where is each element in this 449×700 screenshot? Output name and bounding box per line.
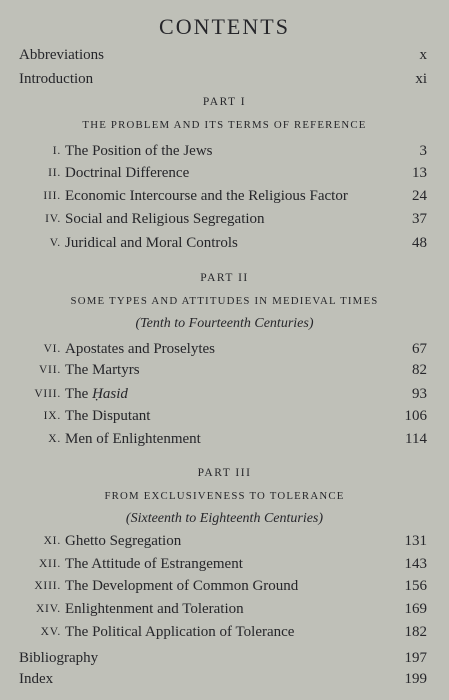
chapter-page: 48	[412, 235, 427, 251]
toc-entry-chapter-7[interactable]	[0, 360, 449, 380]
chapter-title: Social and Religious Segregation	[65, 211, 265, 227]
entry-page: 199	[404, 671, 427, 687]
chapter-number: VI.	[43, 343, 61, 355]
chapter-title: The Martyrs	[65, 362, 140, 378]
part-title: THE PROBLEM AND ITS TERMS OF REFERENCE	[82, 119, 367, 131]
chapter-page: 114	[405, 431, 427, 447]
chapter-number: II.	[48, 167, 61, 179]
chapter-title: The Attitude of Estrangement	[65, 556, 243, 572]
chapter-title-italic: Ḥasid	[92, 386, 128, 402]
part-subtitle-text: Sixteenth to Eighteenth Centuries	[130, 511, 319, 526]
chapter-title-prefix: The	[65, 386, 93, 402]
chapter-title: The Disputant	[65, 408, 151, 424]
toc-entry-chapter-4[interactable]	[0, 209, 449, 229]
entry-page: xi	[415, 71, 427, 87]
part-subtitle: (Tenth to Fourteenth Centuries)	[135, 316, 314, 331]
chapter-title: Economic Intercourse and the Religious Factor	[65, 188, 348, 204]
toc-entry-chapter-14[interactable]	[0, 599, 449, 619]
chapter-page: 13	[412, 165, 427, 181]
toc-entry-abbreviations[interactable]	[0, 45, 449, 65]
chapter-title: The Political Application of Tolerance	[65, 624, 295, 640]
chapter-title: Enlightenment and Toleration	[65, 601, 244, 617]
chapter-page: 182	[404, 624, 427, 640]
toc-entry-chapter-10[interactable]	[0, 429, 449, 449]
chapter-page: 156	[404, 578, 427, 594]
part-title: SOME TYPES AND ATTITUDES IN MEDIEVAL TIMES	[70, 295, 379, 307]
chapter-number: V.	[49, 237, 61, 249]
toc-entry-chapter-6[interactable]	[0, 339, 449, 359]
chapter-page: 143	[404, 556, 427, 572]
toc-entry-bibliography[interactable]	[0, 648, 449, 668]
chapter-title: The Position of the Jews	[65, 143, 213, 159]
chapter-title: Juridical and Moral Controls	[65, 235, 238, 251]
chapter-title: Men of Enlightenment	[65, 431, 201, 447]
toc-entry-chapter-1[interactable]	[0, 141, 449, 161]
part-label: PART I	[202, 96, 247, 108]
chapter-number: VII.	[38, 364, 61, 376]
chapter-page: 24	[412, 188, 427, 204]
chapter-number: X.	[48, 433, 61, 445]
toc-entry-chapter-13[interactable]	[0, 576, 449, 596]
part-label: PART III	[197, 467, 252, 479]
chapter-number: IV.	[45, 213, 61, 225]
entry-page: x	[419, 47, 427, 63]
chapter-number: XI.	[43, 535, 61, 547]
chapter-number: III.	[43, 190, 61, 202]
chapter-page: 67	[412, 341, 427, 357]
toc-entry-chapter-3[interactable]	[0, 186, 449, 206]
toc-entry-index[interactable]	[0, 669, 449, 689]
chapter-number: XIII.	[34, 580, 61, 592]
toc-entry-chapter-12[interactable]	[0, 554, 449, 574]
part-subtitle: (Sixteenth to Eighteenth Centuries)	[125, 511, 324, 526]
toc-entry-chapter-5[interactable]	[0, 233, 449, 253]
toc-entry-chapter-15[interactable]	[0, 622, 449, 642]
chapter-page: 37	[412, 211, 427, 227]
chapter-title	[65, 384, 128, 404]
chapter-title: The Development of Common Ground	[65, 578, 299, 594]
chapter-title: Doctrinal Difference	[65, 165, 190, 181]
part-subtitle-text: Tenth to Fourteenth Centuries	[140, 316, 309, 331]
entry-title: Abbreviations	[19, 47, 104, 63]
toc-entry-chapter-9[interactable]	[0, 406, 449, 426]
chapter-number: VIII.	[34, 388, 61, 400]
toc-entry-introduction[interactable]	[0, 69, 449, 89]
toc-entry-chapter-2[interactable]	[0, 163, 449, 183]
chapter-page: 169	[404, 601, 427, 617]
chapter-number: XIV.	[35, 603, 61, 615]
chapter-page: 93	[412, 386, 427, 402]
toc-entry-chapter-8[interactable]	[0, 384, 449, 404]
chapter-page: 131	[404, 533, 427, 549]
entry-title: Introduction	[19, 71, 94, 87]
toc-entry-chapter-11[interactable]	[0, 531, 449, 551]
chapter-number: XV.	[40, 626, 61, 638]
page-title: CONTENTS	[159, 14, 290, 39]
entry-title: Index	[19, 671, 54, 687]
part-label: PART II	[200, 272, 249, 284]
chapter-number: I.	[52, 145, 61, 157]
entry-title: Bibliography	[19, 650, 99, 666]
chapter-page: 3	[419, 143, 427, 159]
chapter-page: 106	[404, 408, 427, 424]
chapter-page: 82	[412, 362, 427, 378]
chapter-number: XII.	[38, 558, 61, 570]
chapter-title: Apostates and Proselytes	[65, 341, 215, 357]
entry-page: 197	[404, 650, 427, 666]
chapter-number: IX.	[43, 410, 61, 422]
chapter-title: Ghetto Segregation	[65, 533, 182, 549]
part-title: FROM EXCLUSIVENESS TO TOLERANCE	[104, 490, 345, 502]
